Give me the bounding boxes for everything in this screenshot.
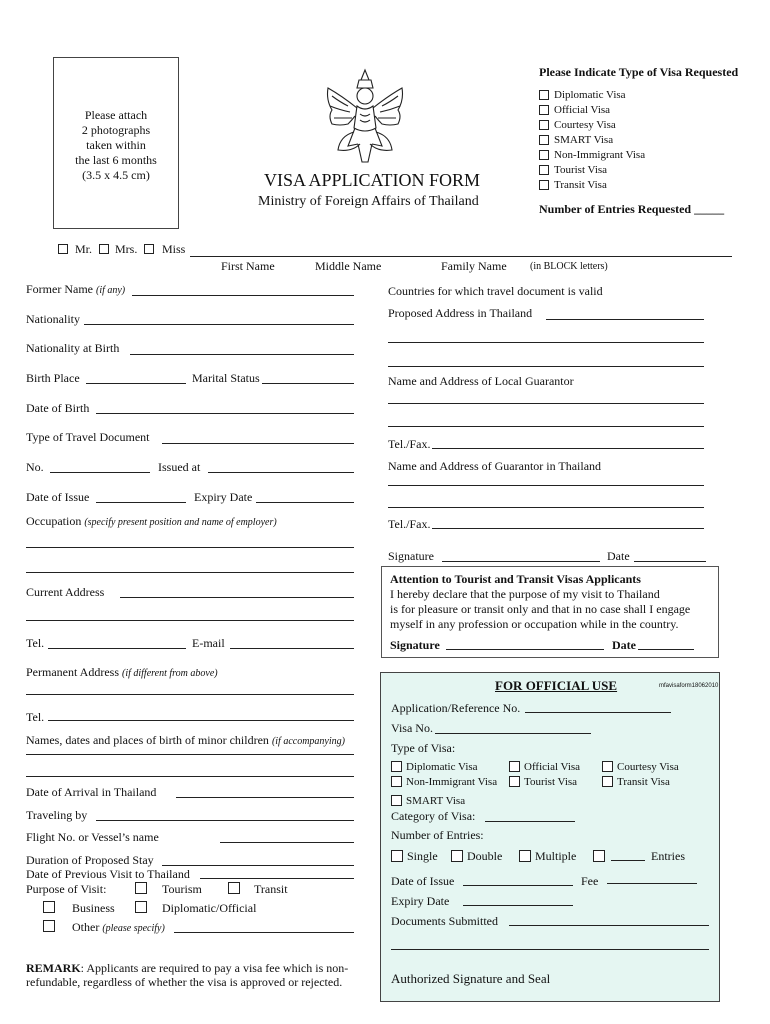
label-tourism: Tourism: [162, 882, 202, 896]
official-checkbox-tourist[interactable]: [509, 776, 520, 787]
label-category-of-visa: Category of Visa:: [391, 809, 476, 823]
garuda-emblem-icon: [318, 66, 412, 166]
guarantor-thailand-field-2[interactable]: [388, 507, 704, 508]
official-checkbox-smart[interactable]: [391, 795, 402, 806]
entries-count-field[interactable]: [611, 860, 645, 861]
local-guarantor-field-1[interactable]: [388, 403, 704, 404]
official-option-courtesy: Courtesy Visa: [617, 761, 679, 773]
checkbox-mrs[interactable]: [99, 244, 109, 254]
official-expiry-date-field[interactable]: [463, 905, 573, 906]
label-first-name: First Name: [221, 259, 275, 273]
label-expiry-date: Expiry Date: [194, 490, 253, 504]
official-option-tourist: Tourist Visa: [524, 776, 578, 788]
tel-2-field[interactable]: [48, 720, 354, 721]
minor-children-field-1[interactable]: [26, 754, 354, 755]
app-reference-field[interactable]: [525, 712, 671, 713]
label-issued-at: Issued at: [158, 460, 201, 474]
remark-text-line-2: refundable, regardless of whether the visa is approved or rejected.: [26, 975, 343, 989]
proposed-address-field-1[interactable]: [546, 319, 704, 320]
visa-option-tourist: Tourist Visa: [554, 164, 608, 176]
visa-option-courtesy: Courtesy Visa: [554, 119, 616, 131]
label-marital-status: Marital Status: [192, 371, 260, 385]
photo-line-4: the last 6 months: [75, 153, 157, 167]
label-documents-submitted: Documents Submitted: [391, 914, 498, 928]
label-email: E-mail: [192, 636, 225, 650]
photo-line-2: 2 photographs: [81, 123, 151, 137]
official-checkbox-double[interactable]: [451, 850, 463, 862]
other-purpose-field[interactable]: [174, 932, 354, 933]
label-mr: Mr.: [75, 242, 93, 256]
label-tel-fax-2: Tel./Fax.: [388, 517, 431, 531]
birth-place-field[interactable]: [86, 383, 186, 384]
current-address-field-1[interactable]: [120, 597, 354, 598]
label-miss: Miss: [162, 242, 186, 256]
photo-line-1: Please attach: [84, 108, 148, 122]
expiry-date-field[interactable]: [256, 502, 354, 503]
remark-text-line-1: REMARK: Applicants are required to pay a visa fee which is non-: [26, 961, 349, 975]
documents-submitted-field-1[interactable]: [509, 925, 709, 926]
label-tel: Tel.: [26, 636, 45, 650]
label-transit: Transit: [254, 882, 288, 896]
checkbox-business[interactable]: [43, 901, 55, 913]
document-no-field[interactable]: [50, 472, 150, 473]
full-name-field[interactable]: [190, 256, 732, 257]
visa-option-official: Official Visa: [554, 104, 611, 116]
official-option-non-immigrant: Non-Immigrant Visa: [406, 776, 498, 788]
checkbox-miss[interactable]: [144, 244, 154, 254]
tourist-notice-line-2: is for pleasure or transit only and that in no case shall I engage: [390, 602, 691, 616]
date-field[interactable]: [634, 561, 706, 562]
tourist-date-label: Date: [612, 638, 636, 652]
official-use-section: [380, 672, 720, 1002]
official-checkbox-single[interactable]: [391, 850, 403, 862]
number-of-entries-requested[interactable]: Number of Entries Requested _____: [539, 202, 725, 216]
label-type-of-visa: Type of Visa:: [391, 741, 456, 755]
label-proposed-address: Proposed Address in Thailand: [388, 306, 533, 320]
checkbox-diplomatic-official[interactable]: [135, 901, 147, 913]
visa-type-heading: Please Indicate Type of Visa Requested: [539, 65, 739, 79]
label-local-guarantor: Name and Address of Local Guarantor: [388, 374, 574, 388]
checkbox-tourism[interactable]: [135, 882, 147, 894]
date-of-arrival-field[interactable]: [176, 797, 354, 798]
label-authorized-signature: Authorized Signature and Seal: [391, 971, 551, 986]
official-option-diplomatic: Diplomatic Visa: [406, 761, 478, 773]
visa-option-diplomatic: Diplomatic Visa: [554, 89, 626, 101]
visa-option-transit: Transit Visa: [554, 179, 607, 191]
checkbox-diplomatic-visa[interactable]: [539, 90, 549, 100]
checkbox-transit[interactable]: [228, 882, 240, 894]
checkbox-smart-visa[interactable]: [539, 135, 549, 145]
checkbox-transit-visa[interactable]: [539, 180, 549, 190]
label-current-address: Current Address: [26, 585, 105, 599]
label-nationality: Nationality: [26, 312, 80, 326]
visa-option-non-immigrant: Non-Immigrant Visa: [554, 149, 646, 161]
checkbox-courtesy-visa[interactable]: [539, 120, 549, 130]
former-name-field[interactable]: [132, 295, 354, 296]
label-block-letters: (in BLOCK letters): [530, 261, 608, 272]
fee-field[interactable]: [607, 883, 697, 884]
label-official-date-of-issue: Date of Issue: [391, 874, 455, 888]
category-of-visa-field[interactable]: [485, 821, 575, 822]
official-option-smart: SMART Visa: [406, 795, 466, 807]
travel-document-type-field[interactable]: [162, 443, 354, 444]
label-signature: Signature: [388, 549, 434, 563]
label-occupation: Occupation (specify present position and name of employer): [26, 514, 277, 528]
official-date-of-issue-field[interactable]: [463, 885, 573, 886]
official-form-code: mfavisaform18062010: [659, 683, 719, 689]
label-middle-name: Middle Name: [315, 259, 382, 273]
official-checkbox-transit[interactable]: [602, 776, 613, 787]
label-birth-place: Birth Place: [26, 371, 80, 385]
permanent-address-field[interactable]: [26, 694, 354, 695]
previous-visit-field[interactable]: [200, 878, 354, 879]
official-checkbox-non-immigrant[interactable]: [391, 776, 402, 787]
label-mrs: Mrs.: [115, 242, 138, 256]
label-duration-of-stay: Duration of Proposed Stay: [26, 853, 154, 867]
label-single: Single: [407, 849, 438, 863]
duration-of-stay-field[interactable]: [162, 865, 354, 866]
official-checkbox-official[interactable]: [509, 761, 520, 772]
official-checkbox-diplomatic[interactable]: [391, 761, 402, 772]
label-date-of-arrival: Date of Arrival in Thailand: [26, 785, 157, 799]
label-diplomatic-official: Diplomatic/Official: [162, 901, 257, 915]
photo-line-5: (3.5 x 4.5 cm): [82, 168, 150, 182]
label-minor-children: Names, dates and places of birth of minor children (if accompanying): [26, 733, 345, 747]
checkbox-other[interactable]: [43, 920, 55, 932]
label-permanent-address: Permanent Address (if different from above): [26, 665, 218, 679]
issued-at-field[interactable]: [208, 472, 354, 473]
local-guarantor-field-2[interactable]: [388, 426, 704, 427]
tourist-notice-line-1: I hereby declare that the purpose of my visit to Thailand: [390, 587, 660, 601]
label-travel-document-type: Type of Travel Document: [26, 430, 150, 444]
tel-fax-field[interactable]: [432, 448, 704, 449]
marital-status-field[interactable]: [262, 383, 354, 384]
proposed-address-field-3[interactable]: [388, 366, 704, 367]
label-guarantor-thailand: Name and Address of Guarantor in Thailand: [388, 459, 602, 473]
photo-placeholder[interactable]: [53, 57, 179, 229]
tourist-notice-line-3: myself in any profession or occupation while in the country.: [390, 617, 679, 631]
current-address-field-2[interactable]: [26, 620, 354, 621]
label-date: Date: [607, 549, 630, 563]
documents-submitted-field-2[interactable]: [391, 949, 709, 950]
label-tel-2: Tel.: [26, 710, 45, 724]
label-official-expiry-date: Expiry Date: [391, 894, 450, 908]
date-of-issue-field[interactable]: [96, 502, 186, 503]
official-option-transit: Transit Visa: [617, 776, 670, 788]
label-countries-valid: Countries for which travel document is valid: [388, 284, 603, 298]
occupation-field-2[interactable]: [26, 572, 354, 573]
official-use-heading: FOR OFFICIAL USE: [495, 678, 618, 693]
tourist-signature-label: Signature: [390, 638, 440, 652]
label-date-of-issue: Date of Issue: [26, 490, 90, 504]
date-of-birth-field[interactable]: [96, 413, 354, 414]
label-date-of-birth: Date of Birth: [26, 401, 90, 415]
tel-fax-2-field[interactable]: [432, 528, 704, 529]
label-visa-no: Visa No.: [391, 721, 433, 735]
flight-no-field[interactable]: [220, 842, 354, 843]
label-document-no: No.: [26, 460, 44, 474]
checkbox-official-visa[interactable]: [539, 105, 549, 115]
visa-no-field[interactable]: [435, 733, 591, 734]
photo-line-3: taken within: [86, 138, 146, 152]
label-former-name: Former Name (if any): [26, 282, 126, 296]
tel-field[interactable]: [48, 648, 186, 649]
label-entries: Entries: [651, 849, 685, 863]
tourist-notice-heading: Attention to Tourist and Transit Visas Applicants: [390, 572, 641, 586]
label-flight-no: Flight No. or Vessel’s name: [26, 830, 159, 844]
visa-option-smart: SMART Visa: [554, 134, 614, 146]
label-previous-visit: Date of Previous Visit to Thailand: [26, 867, 190, 881]
email-field[interactable]: [230, 648, 354, 649]
checkbox-tourist-visa[interactable]: [539, 165, 549, 175]
label-double: Double: [467, 849, 503, 863]
page-title: VISA APPLICATION FORM: [264, 170, 481, 190]
label-app-reference: Application/Reference No.: [391, 701, 521, 715]
minor-children-field-2[interactable]: [26, 776, 354, 777]
label-purpose-of-visit: Purpose of Visit:: [26, 882, 107, 896]
traveling-by-field[interactable]: [96, 820, 354, 821]
nationality-at-birth-field[interactable]: [130, 354, 354, 355]
official-checkbox-multiple[interactable]: [519, 850, 531, 862]
guarantor-thailand-field-1[interactable]: [388, 485, 704, 486]
label-traveling-by: Traveling by: [26, 808, 88, 822]
official-checkbox-entries-count[interactable]: [593, 850, 605, 862]
label-fee: Fee: [581, 874, 599, 888]
signature-field[interactable]: [442, 561, 600, 562]
official-option-official: Official Visa: [524, 761, 581, 773]
checkbox-mr[interactable]: [58, 244, 68, 254]
checkbox-non-immigrant-visa[interactable]: [539, 150, 549, 160]
label-business: Business: [72, 901, 115, 915]
page-subtitle: Ministry of Foreign Affairs of Thailand: [258, 194, 479, 209]
official-checkbox-courtesy[interactable]: [602, 761, 613, 772]
label-nationality-at-birth: Nationality at Birth: [26, 341, 120, 355]
label-family-name: Family Name: [441, 259, 507, 273]
label-number-of-entries: Number of Entries:: [391, 828, 484, 842]
tourist-signature-field[interactable]: [446, 649, 604, 650]
label-multiple: Multiple: [535, 849, 577, 863]
tourist-transit-notice: [381, 566, 719, 658]
label-tel-fax: Tel./Fax.: [388, 437, 431, 451]
tourist-date-field[interactable]: [638, 649, 694, 650]
proposed-address-field-2[interactable]: [388, 342, 704, 343]
nationality-field[interactable]: [84, 324, 354, 325]
occupation-field-1[interactable]: [26, 547, 354, 548]
label-other: Other (please specify): [72, 920, 165, 934]
